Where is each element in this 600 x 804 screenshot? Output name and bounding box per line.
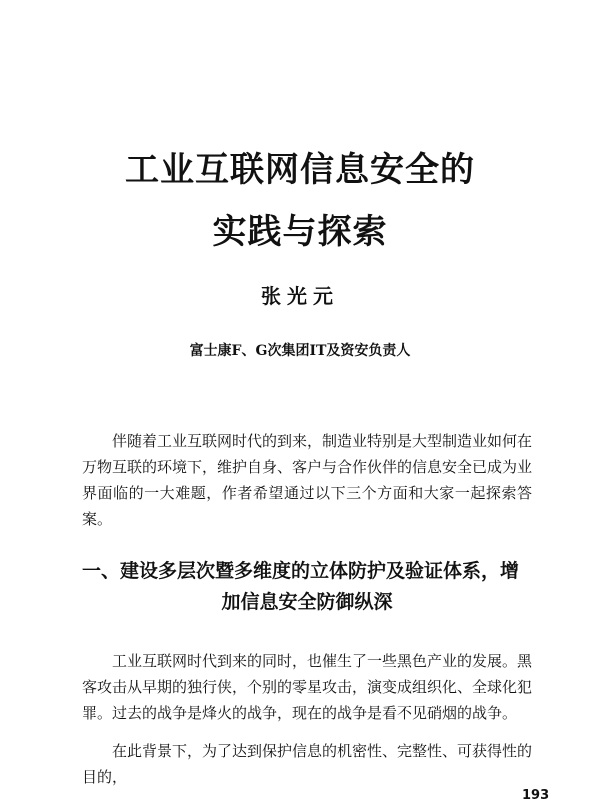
section-1-heading-line-1: 一、建设多层次暨多维度的立体防护及验证体系，增: [82, 560, 520, 582]
page-number: 193: [522, 788, 550, 803]
section-1-heading: [82, 556, 532, 618]
title-line-2: 实践与探索: [212, 212, 388, 252]
author-affiliation: 富士康F、G次集团IT及资安负责人: [189, 343, 411, 359]
author-name: 张光元: [261, 284, 339, 308]
section-1-heading-line-2: 加信息安全防御纵深: [221, 591, 393, 613]
intro-paragraph: 伴随着工业互联网时代的到来，制造业特别是大型制造业如何在万物互联的环境下，维护自身、客户与合作伙伴的信息安全已成为业界面临的一大难题，作者希望通过以下三个方面和大家一起探索答案。: [82, 432, 533, 528]
body-paragraph-3: 在此背景下，为了达到保护信息的机密性、完整性、可获得性的目的，: [82, 742, 533, 786]
body-paragraph-2: 工业互联网时代到来的同时，也催生了一些黑色产业的发展。黑客攻击从早期的独行侠，个别的零星攻击，演变成组织化、全球化犯罪。过去的战争是烽火的战争，现在的战争是看不见硝烟的战争。: [82, 652, 533, 722]
title-line-1: 工业互联网信息安全的: [125, 150, 475, 190]
